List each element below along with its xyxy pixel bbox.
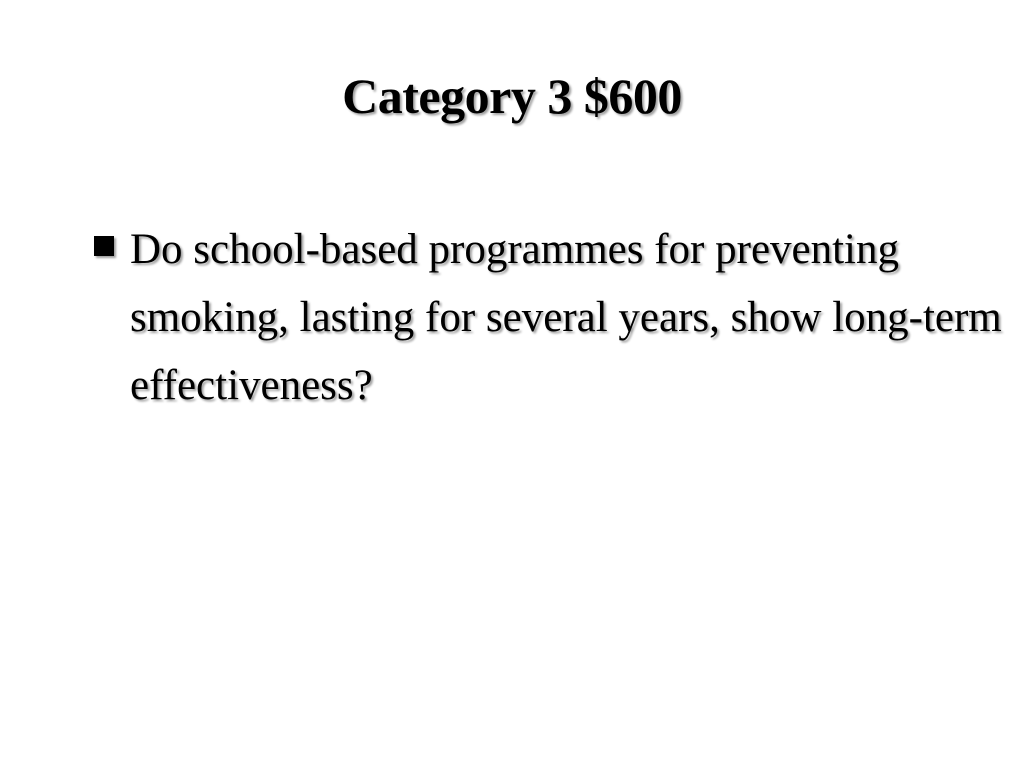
bullet-item	[92, 216, 1002, 420]
bullet-list	[92, 216, 1002, 420]
slide-title: Category 3 $600	[342, 68, 682, 124]
square-bullet-icon	[94, 236, 114, 256]
bullet-text: Do school-based programmes for preventing smoking, lasting for several years, show long-term effectiveness?	[130, 226, 1002, 409]
